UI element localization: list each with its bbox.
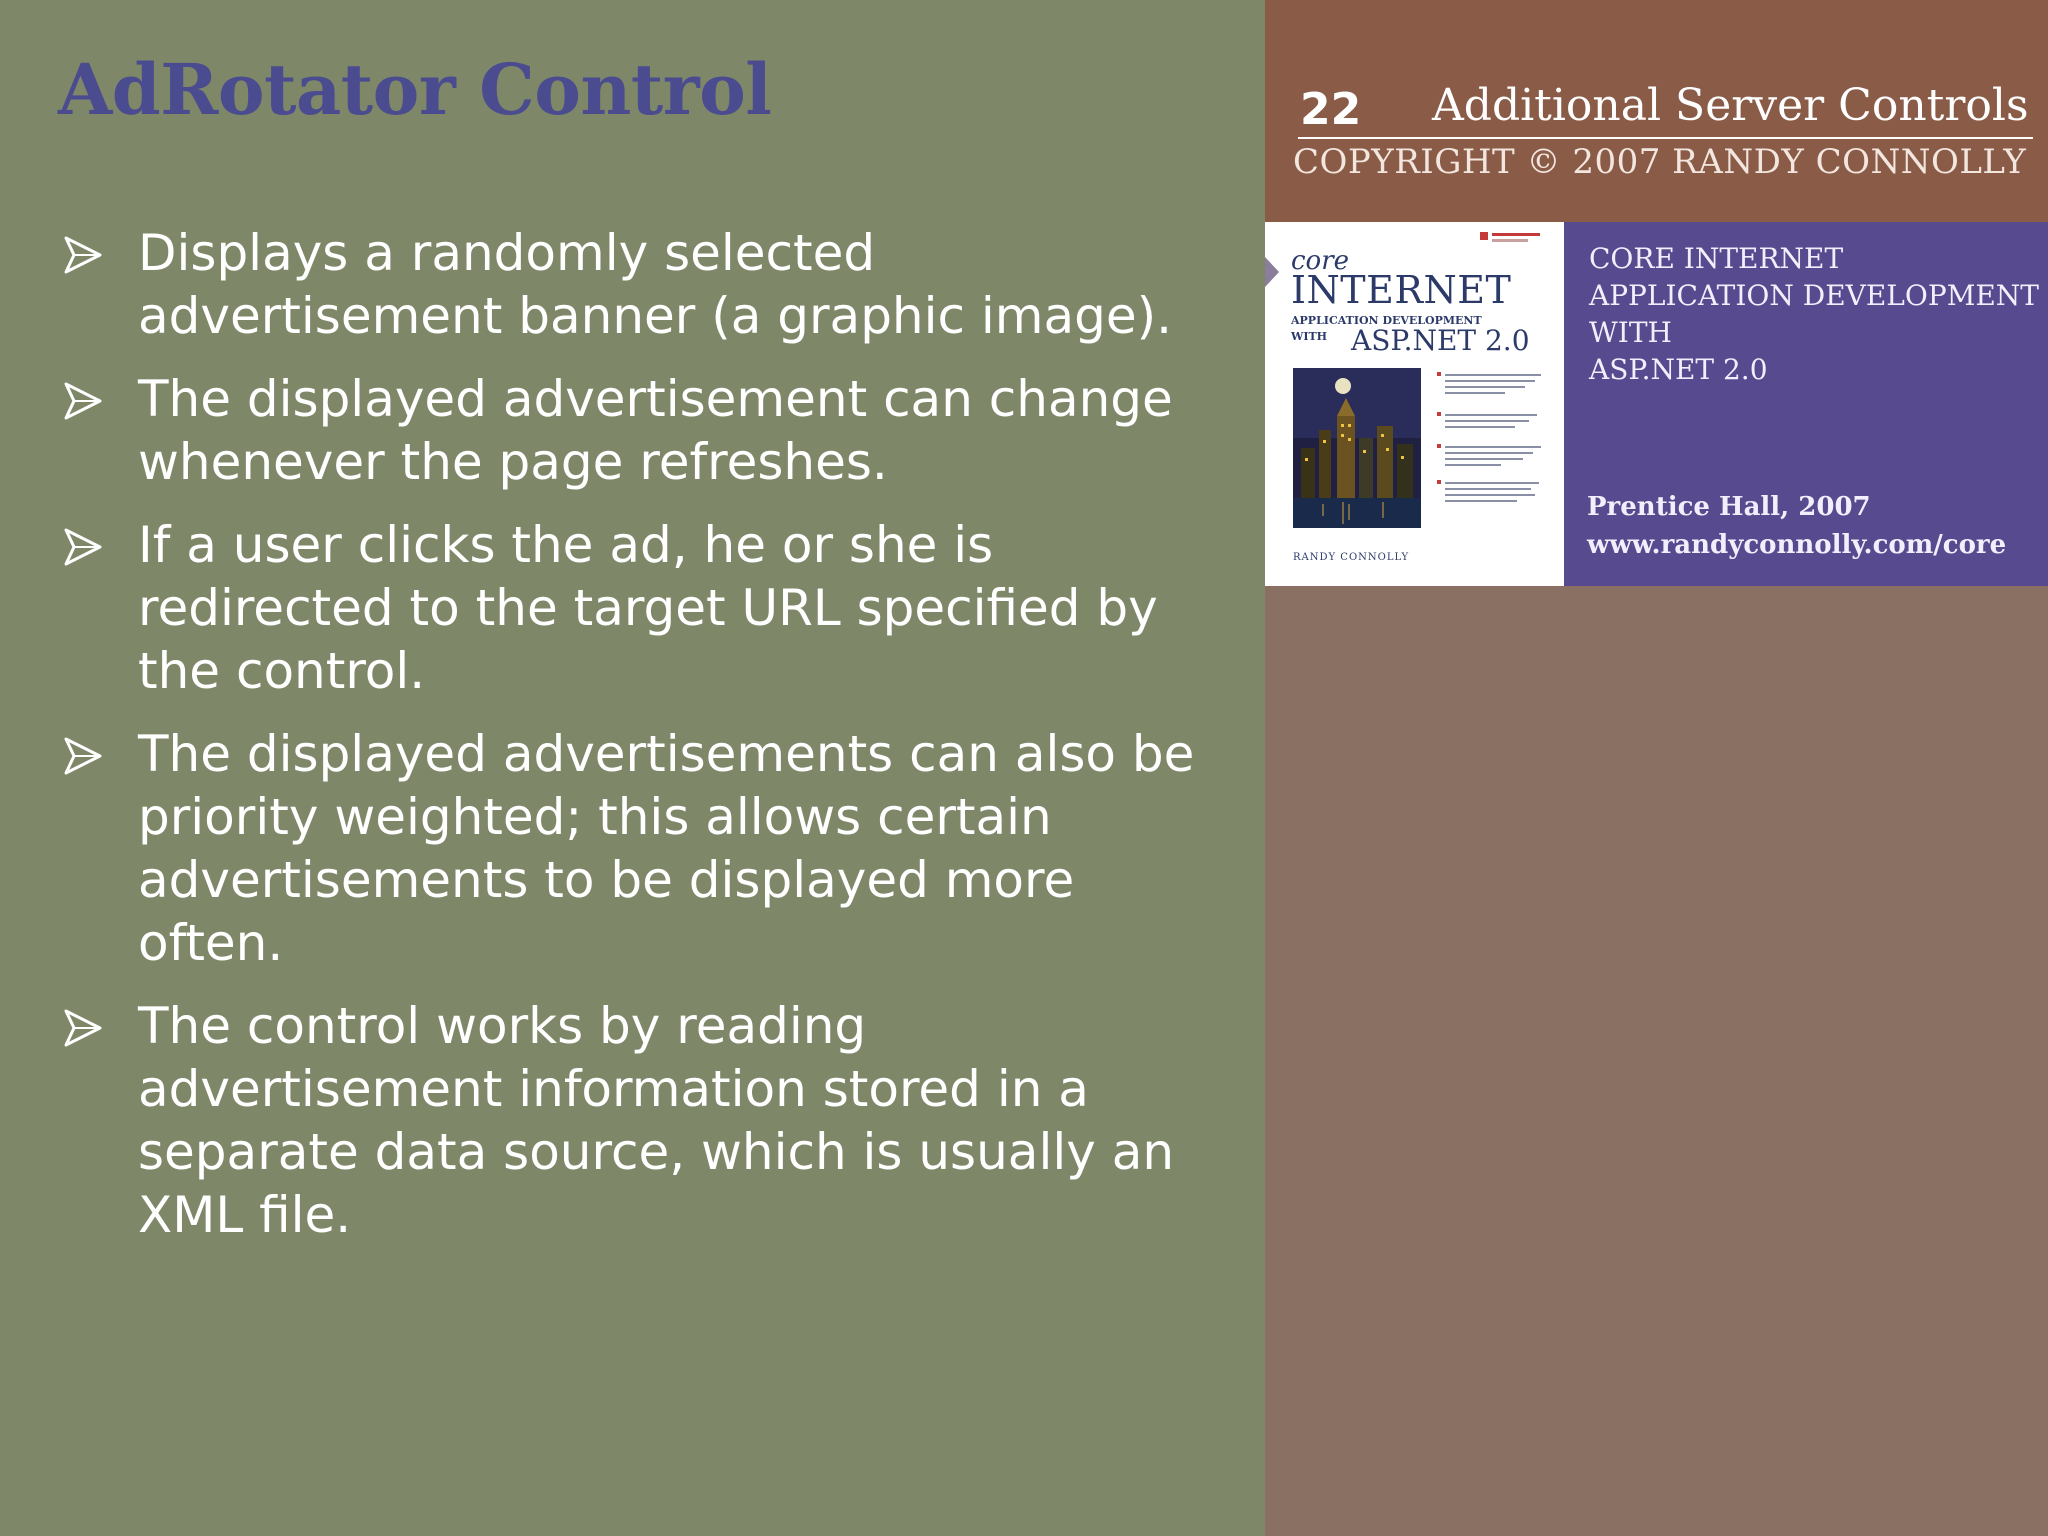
cover-with-text: WITH [1291, 330, 1328, 343]
book-website-link[interactable]: www.randyconnolly.com/core [1587, 530, 2007, 560]
book-info-panel [1564, 222, 2048, 586]
publisher-badge-icon [1480, 230, 1542, 246]
header-band [1265, 0, 2048, 222]
bullet-text: The displayed advertisements can also be priority weighted; this allows certain advertisements to be displayed more often. [138, 725, 1195, 972]
arrow-bullet-icon [60, 1003, 110, 1053]
section-title: Additional Server Controls [1432, 80, 2029, 131]
slide-title: AdRotator Control [58, 48, 772, 131]
bullet-item [60, 723, 1210, 975]
book-info-title: CORE INTERNET APPLICATION DEVELOPMENT WITH ASP.NET 2.0 [1589, 242, 2039, 386]
bullet-item [60, 995, 1210, 1247]
sidebar-pane [1265, 0, 2048, 1536]
slide-number: 22 [1300, 84, 1362, 135]
bullet-list [60, 222, 1210, 1267]
book-banner [1265, 222, 2048, 586]
arrow-bullet-icon [60, 522, 110, 572]
cover-tab-icon [1265, 257, 1279, 287]
cover-author-text: RANDY CONNOLLY [1293, 552, 1410, 563]
bullet-item [60, 514, 1210, 703]
copyright-notice: COPYRIGHT © 2007 RANDY CONNOLLY [1293, 142, 2027, 182]
cover-subtitle-text: APPLICATION DEVELOPMENT [1291, 314, 1482, 327]
book-cover-image [1265, 222, 1564, 586]
bullet-text: The displayed advertisement can change whenever the page refreshes. [138, 370, 1173, 491]
cover-blurb-lines [1437, 372, 1547, 522]
arrow-bullet-icon [60, 230, 110, 280]
cover-aspnet-text: ASP.NET 2.0 [1351, 324, 1530, 357]
book-publisher: Prentice Hall, 2007 [1587, 492, 1871, 522]
bullet-item [60, 368, 1210, 494]
header-divider [1298, 137, 2033, 139]
arrow-bullet-icon [60, 376, 110, 426]
bullet-text: The control works by reading advertisement information stored in a separate data source, which is usually an XML file. [138, 997, 1175, 1244]
arrow-bullet-icon [60, 731, 110, 781]
bullet-text: Displays a randomly selected advertisement banner (a graphic image). [138, 224, 1173, 345]
bullet-text: If a user clicks the ad, he or she is redirected to the target URL specified by the control. [138, 516, 1158, 700]
cover-internet-text: INTERNET [1291, 268, 1512, 312]
city-skyline-photo [1293, 368, 1421, 528]
cover-core-text: core [1291, 246, 1350, 276]
bullet-item [60, 222, 1210, 348]
